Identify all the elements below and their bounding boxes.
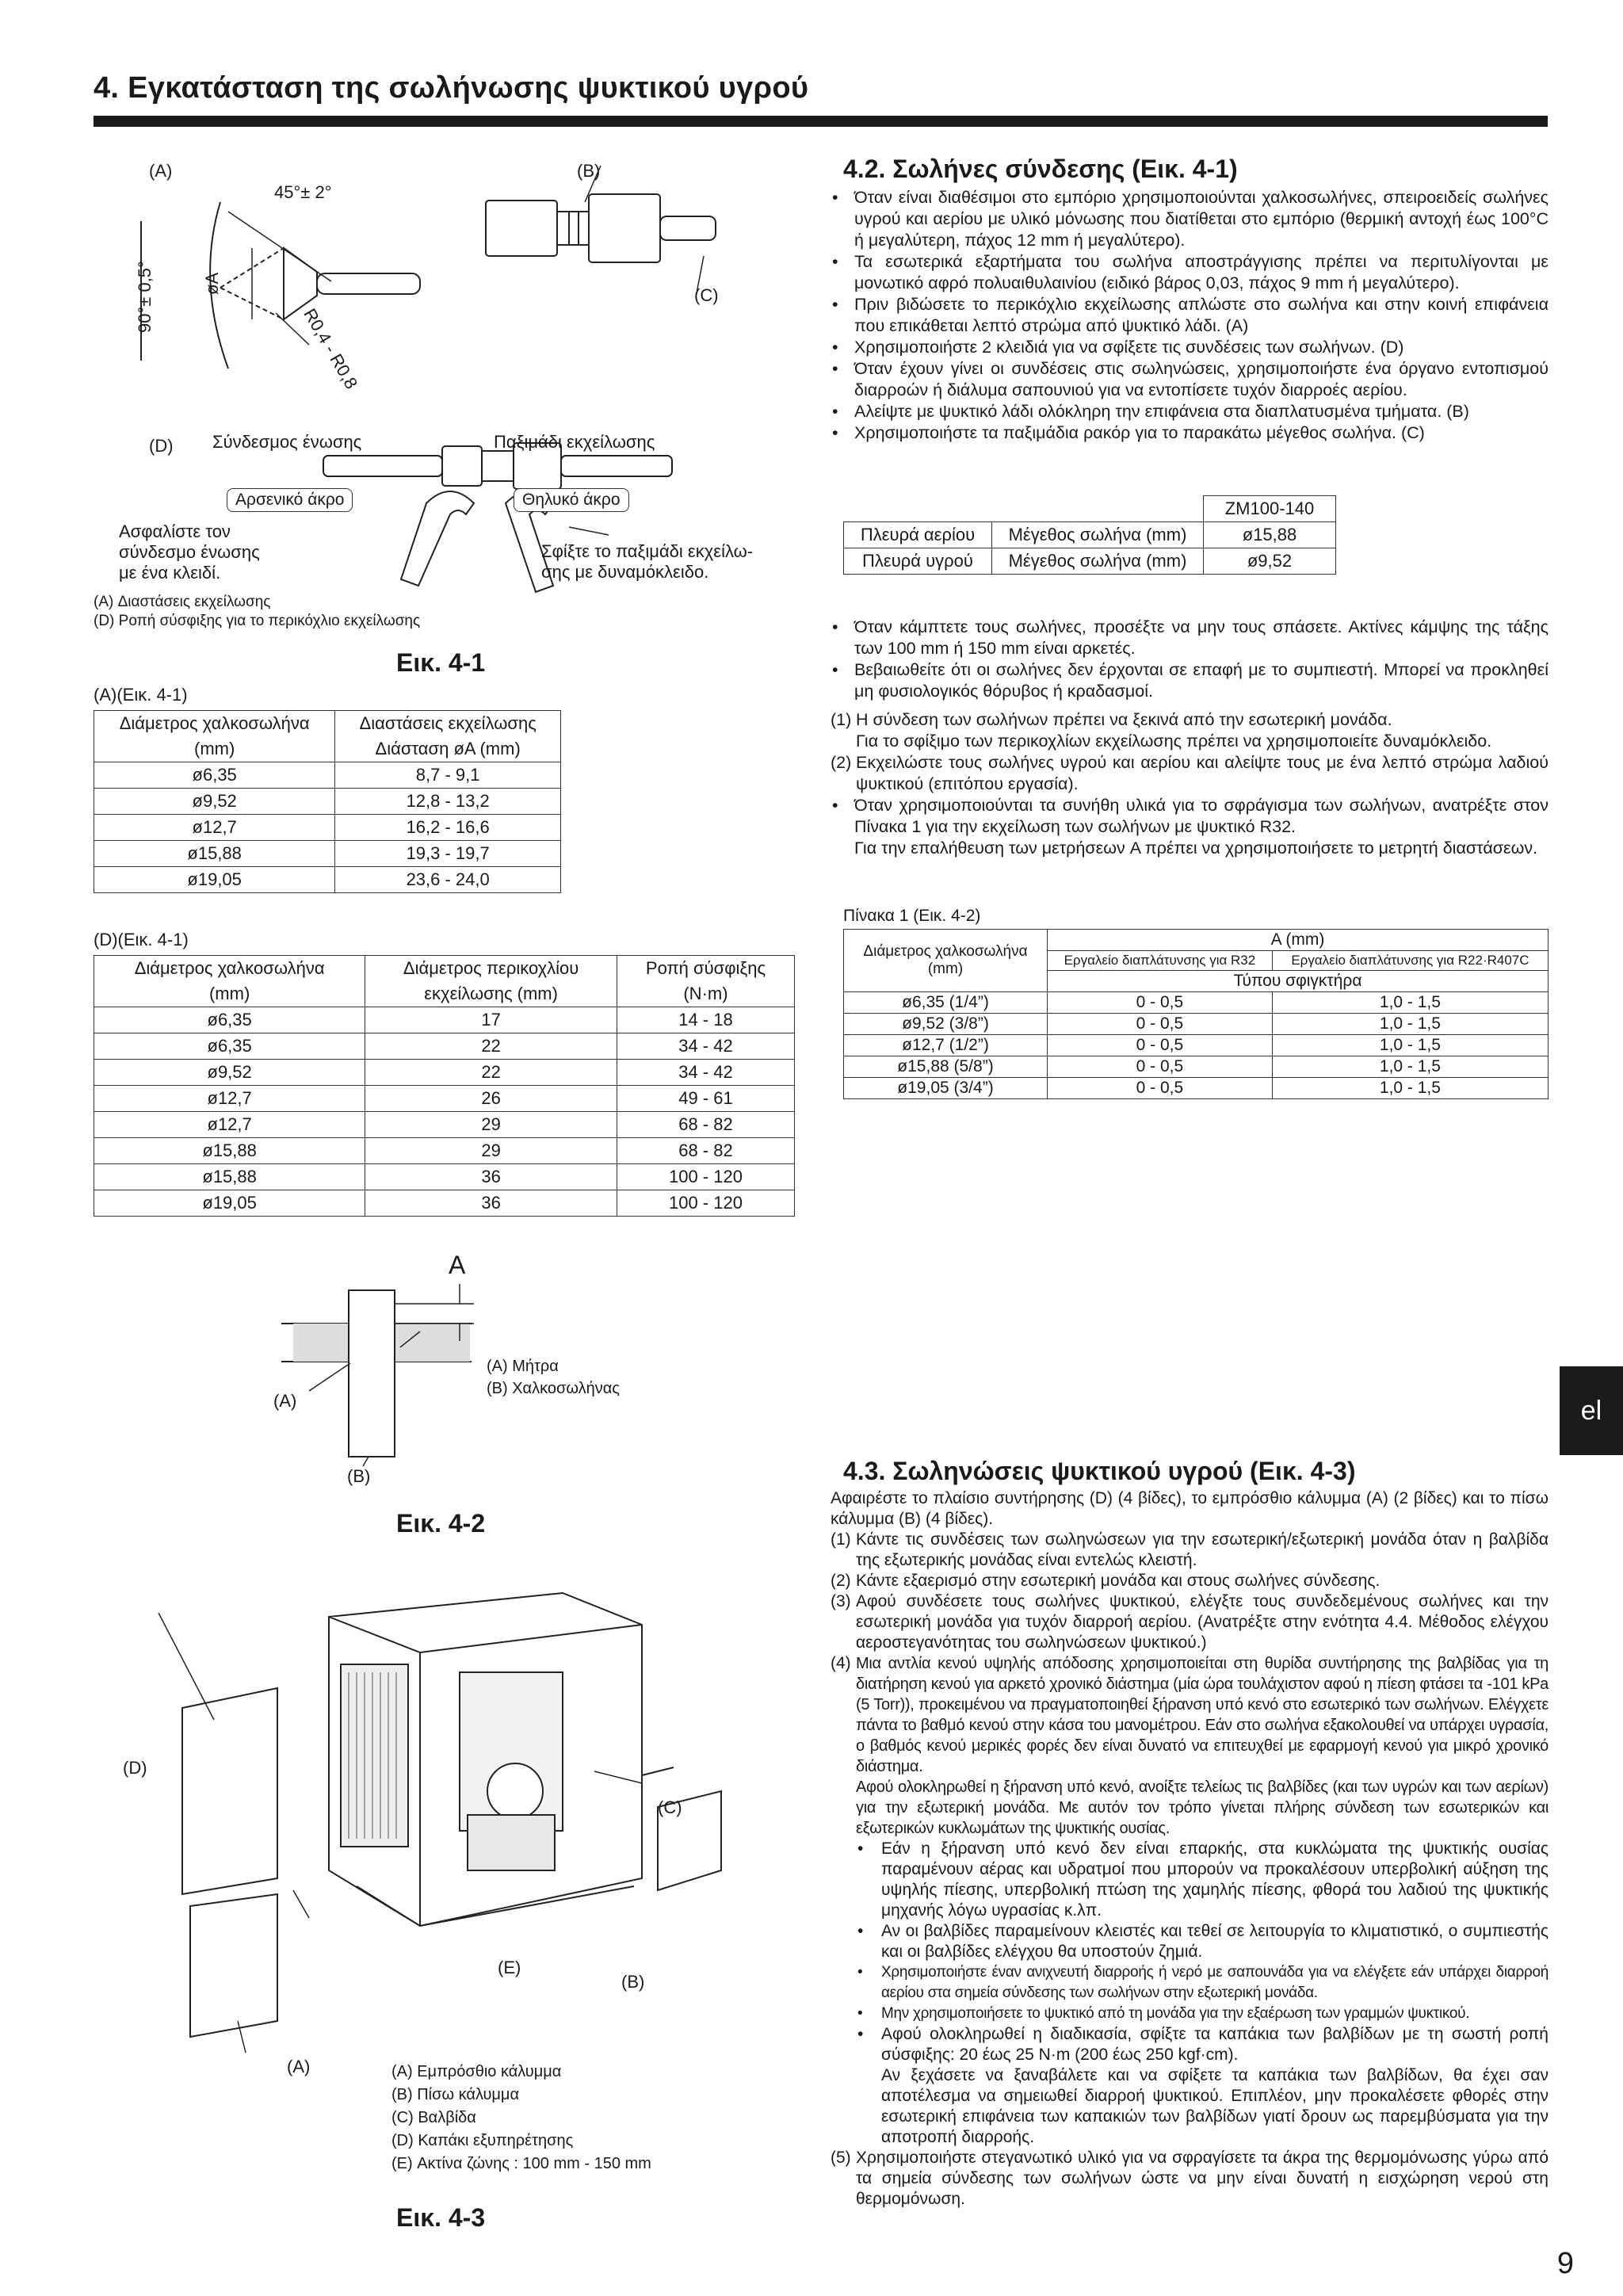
list-item: • Αν οι βαλβίδες παραμείνουν κλειστές και τεθεί σε λειτουργία το κλιματιστικό, ο συμπιεστής και οι βαλβίδες ελέγχου θα υποστούν ζημιά.: [856, 1921, 1549, 1962]
fig43-label-e: (E): [498, 1958, 521, 1977]
list-item: (2) Εκχειλώστε τους σωλήνες υγρού και αερίου και αλείψτε τους με ένα λεπτό στρώμα λαδιού ψυκτικού (επιτόπου εργασία).: [831, 753, 1549, 793]
fig41-angle90-label: 90°± 0,5°: [135, 261, 155, 333]
table-row: ø9,52 12,8 - 13,2: [94, 789, 561, 815]
section-4-3-steps: [831, 1530, 1549, 2210]
list-item: • Όταν είναι διαθέσιμοι στο εμπόριο χρησιμοποιούνται χαλκοσωλήνες, σπειροειδείς σωλήνες υγρού και αερίου με υλικό μόνωσης που διατίθεται στο εμπόριο (θερμική αντοχή έως 100°C ή μεγαλύτερη, πάχος 12 mm ή μεγαλύτερο).: [831, 187, 1549, 251]
list-item: • Όταν κάμπτετε τους σωλήνες, προσέξτε να μην τους σπάσετε. Ακτίνες κάμψης της τάξης των 100 mm ή 150 mm είναι αρκετές.: [831, 617, 1549, 659]
list-item: • Όταν χρησιμοποιούνται τα συνήθη υλικά για το σφράγισμα των σωλήνων, ανατρέξτε στον Πίνακα 1 για την εκχείλωση των σωλήνων με ψυκτικό R32. Για την επαλήθευση των μετρήσεων A πρέπει να χρησιμοποιήσετε το μετρητή διαστάσεων.: [831, 795, 1549, 859]
table-row: ø6,35 22 34 - 42: [94, 1033, 795, 1060]
pipe-size-table: [843, 495, 1336, 575]
table1-tool1: Εργαλείο διαπλάτυνσης για R32: [1048, 951, 1273, 971]
table-a-label: (A)(Εικ. 4-1): [94, 685, 188, 705]
section-4-2-title: 4.2. Σωλήνες σύνδεσης (Εικ. 4-1): [843, 155, 1238, 183]
table-row: ø12,7 29 68 - 82: [94, 1112, 795, 1138]
fig42-label-top: A: [449, 1251, 466, 1279]
fig41-label-b: (B): [577, 161, 601, 181]
tighten-note: Σφίξτε το παξιμάδι εκχείλω- σης με δυναμόκλειδο.: [541, 541, 754, 582]
r32-bullet: [831, 795, 1549, 859]
table-row: ø12,7 16,2 - 16,6: [94, 815, 561, 841]
list-item: • Χρησιμοποιήστε τα παξιμάδια ρακόρ για το παρακάτω μέγεθος σωλήνα. (C): [831, 422, 1549, 444]
table-a-header: Διαστάσεις εκχείλωσης: [335, 711, 561, 737]
table-row: ø19,05 23,6 - 24,0: [94, 867, 561, 893]
table-row: ø12,7 26 49 - 61: [94, 1086, 795, 1112]
list-item: • Τα εσωτερικά εξαρτήματα του σωλήνα αποστράγγισης πρέπει να περιτυλίγονται με μονωτικό αφρό πολυαιθυλαινίου (ειδικό βάρος 0,03, πάχος 9 mm ή μεγαλύτερο).: [831, 251, 1549, 294]
table-d-label: (D)(Εικ. 4-1): [94, 930, 189, 949]
die-diagram: [262, 1268, 499, 1474]
fig41-angle-label: 45°± 2°: [274, 182, 332, 202]
table-d-subheader: (mm): [94, 981, 365, 1007]
flare-tool-table: [843, 929, 1549, 1099]
header-rule: [94, 116, 1548, 127]
list-item: (3) Αφού συνδέσετε τους σωλήνες ψυκτικού, ελέγξτε τους συνδεδεμένους σωλήνες και την εσωτερική μονάδα για τυχόν διαρροή αερίου. (Ανατρέξτε στην ενότητα 4.4. Μέθοδος ελέγχου αεροστεγανότητας του σωληνώσεων ψυκτικού.): [831, 1592, 1549, 1652]
torque-table: [94, 955, 795, 1217]
fig42-caption: Εικ. 4-2: [396, 1509, 486, 1538]
fig41-phi-a-label: øA: [202, 272, 222, 295]
table1-tool2: Εργαλείο διαπλάτυνσης για R22·R407C: [1272, 951, 1548, 971]
table-row: ø19,05 (3/4”) 0 - 0,5 1,0 - 1,5: [844, 1078, 1549, 1099]
table-d-header: Διάμετρος χαλκοσωλήνα: [94, 956, 365, 982]
table-row: ø9,52 22 34 - 42: [94, 1060, 795, 1086]
fig41-radius-label: R0,4 - R0,8: [300, 305, 362, 392]
male-end-tag: Αρσενικό άκρο: [227, 488, 353, 512]
bending-bullets: [831, 617, 1549, 702]
fig41-legend: (A) Διαστάσεις εκχείλωσης (D) Ροπή σύσφιξης για το περικόχλιο εκχείλωσης: [94, 594, 421, 629]
list-item: • Βεβαιωθείτε ότι οι σωλήνες δεν έρχονται σε επαφή με το συμπιεστή. Μπορεί να προκληθεί μη φυσιολογικός θόρυβος ή κραδασμοί.: [831, 659, 1549, 702]
connection-steps: [831, 709, 1549, 795]
list-item: (2) Κάντε εξαερισμό στην εσωτερική μονάδα και στους σωλήνες σύνδεσης.: [831, 1572, 1381, 1590]
table-row: ø15,88 36 100 - 120: [94, 1164, 795, 1190]
table-row: Πλευρά υγρού Μέγεθος σωλήνα (mm) ø9,52: [844, 548, 1336, 575]
table-row: ø9,52 (3/8”) 0 - 0,5 1,0 - 1,5: [844, 1014, 1549, 1035]
table-d-subheader: εκχείλωσης (mm): [365, 981, 617, 1007]
table1-clamp: Τύπου σφιγκτήρα: [1048, 971, 1549, 992]
language-tab: el: [1560, 1366, 1623, 1455]
table-row: ø6,35 17 14 - 18: [94, 1007, 795, 1033]
list-item: (1) Η σύνδεση των σωλήνων πρέπει να ξεκινά από την εσωτερική μονάδα. Για το σφίξιμο των περικοχλίων εκχείλωσης πρέπει να χρησιμοποιείτε δυναμόκλειδο.: [831, 710, 1492, 751]
table-a-subheader: (mm): [94, 736, 335, 762]
table-row: ø6,35 8,7 - 9,1: [94, 762, 561, 789]
table1-col0-header: Διάμετρος χαλκοσωλήνα (mm): [844, 930, 1048, 992]
list-item: • Μην χρησιμοποιήσετε το ψυκτικό από τη μονάδα για την εξαέρωση των γραμμών ψυκτικού.: [856, 2004, 1549, 2024]
section-4-2-bullets: [831, 187, 1549, 444]
list-item: (1) Κάντε τις συνδέσεις των σωληνώσεων για την εσωτερική/εξωτερική μονάδα όταν η βαλβίδα της εξωτερικής μονάδας είναι εντελώς κλειστή.: [831, 1530, 1549, 1569]
page-number: 9: [1556, 2247, 1574, 2280]
table-row: ø15,88 19,3 - 19,7: [94, 841, 561, 867]
table-row: ø6,35 (1/4”) 0 - 0,5 1,0 - 1,5: [844, 992, 1549, 1014]
table-row: ø15,88 (5/8”) 0 - 0,5 1,0 - 1,5: [844, 1056, 1549, 1078]
female-end-tag: Θηλυκό άκρο: [514, 488, 629, 512]
table-a-subheader: Διάσταση øA (mm): [335, 736, 561, 762]
list-item: • Εάν η ξήρανση υπό κενό δεν είναι επαρκής, στα κυκλώματα της ψυκτικής ουσίας παραμένουν αέρας και υδρατμοί που μπορούν να προκαλέσουν υπερβολική αύξηση της υψηλής πίεσης, υπερβολική πτώση της χαμηλής πίεσης, φθορά του λαδιού της ψυκτικής μηχανής λόγω υγρασίας κ.λπ.: [856, 1839, 1549, 1921]
section-4-3-title: 4.3. Σωληνώσεις ψυκτικού υγρού (Εικ. 4-3): [843, 1457, 1356, 1485]
fig43-legend: (A) Εμπρόσθιο κάλυμμα (B) Πίσω κάλυμμα (C) Βαλβίδα (D) Καπάκι εξυπηρέτησης (E) Ακτίνα ζώνης : 100 mm - 150 mm: [391, 2063, 651, 2172]
list-item: • Όταν έχουν γίνει οι συνδέσεις στις σωληνώσεις, χρησιμοποιήστε ένα όργανο εντοπισμού διαρροών ή διάλυμα σαπουνιού για να εντοπίσετε τυχόν διαρροές αερίου.: [831, 358, 1549, 401]
secure-note: Ασφαλίστε τον σύνδεσμο ένωσης με ένα κλειδί.: [119, 521, 260, 583]
table-d-header: Ροπή σύσφιξης: [617, 956, 794, 982]
table-row: ø12,7 (1/2”) 0 - 0,5 1,0 - 1,5: [844, 1035, 1549, 1056]
fig42-label-a: (A): [273, 1391, 297, 1411]
flare-dimension-table: [94, 710, 561, 893]
table1-label: Πίνακα 1 (Εικ. 4-2): [843, 907, 981, 925]
fig43-caption: Εικ. 4-3: [396, 2203, 486, 2232]
fig41-label-c: (C): [694, 285, 719, 305]
page-title: 4. Εγκατάσταση της σωλήνωσης ψυκτικού υγρού: [94, 71, 809, 105]
list-item: (4) Μια αντλία κενού υψηλής απόδοσης χρησιμοποιείται στη θυρίδα συντήρησης της βαλβίδας για τη διατήρηση κενού για αρκετό χρονικό διάστημα (μία ώρα τουλάχιστον αφού η πίεση φτάσει τα -101 kPa (5 Torr)), προκειμένου να πραγματοποιηθεί ξήρανση υπό κενό στο εσωτερικό των σωλήνων. Ελέγχετε πάντα το βαθμό κενού στην κάσα του μανομέτρου. Εάν στο σωλήνα εξακολουθεί να υπάρχει υγρασία, ο βαθμός κενού μερικές φορές δεν είναι δυνατό να επιτευχθεί με εφαρμογή κενού για μικρό χρονικό διάστημα. Αφού ολοκληρωθεί η ξήρανση υπό κενό, ανοίξτε τελείως τις βαλβίδες (και των υγρών και των αερίων) για την εξωτερική μονάδα. Με αυτόν τον τρόπο γίνεται πλήρης σύνδεση των εσωτερικών και εξωτερικών κυκλωμάτων της ψυκτικής ουσίας. • Εάν η ξήρανση υπό κενό δεν είναι επαρκής, στα κυκλώματα της ψυκτικής ουσίας παραμένουν αέρας και υδρατμοί που μπορούν να προκαλέσουν υπερβολική αύξηση της υψηλής πίεσης, υπερβολική πτώση της χαμηλής πίεσης, φθορά του λαδιού της ψυκτικής μηχανής λόγω υγρασίας κ.λπ. • Αν οι βαλβίδες παραμείνουν κλειστές και τεθεί σε λειτουργία το κλιματιστικό, ο συμπιεστής και οι βαλβίδες ελέγχου θα υποστούν ζημιά. • Χρησιμοποιήστε έναν ανιχνευτή διαρροής ή νερό με σαπουνάδα για να ελέγξετε εάν υπάρχει διαρροή αερίου στα σημεία σύνδεσης των σωλήνων στην εξωτερική μονάδα. • Μην χρησιμοποιήσετε το ψυκτικό από τη μονάδα για την εξαέρωση των γραμμών ψυκτικού. • Αφού ολοκληρωθεί η διαδικασία, σφίξτε τα καπάκια των βαλβίδων με τη σωστή ροπή σύσφιξης: 20 έως 25 N·m (200 έως 250 kgf·cm). Αν ξεχάσετε να ξαναβάλετε και να σφίξετε τα καπάκια των βαλβίδων, θα έχει σαν αποτέλεσμα να σημειωθεί διαρροή ψυκτικού. Επιπλέον, μην προκαλέσετε φθορές στην εσωτερική επιφάνεια των καπακιών των βαλβίδων γιατί δρουν ως παρεμβύσματα για την αποτροπή διαρροής.: [831, 1653, 1549, 2148]
list-item: • Αλείψτε με ψυκτικό λάδι ολόκληρη την επιφάνεια στα διαπλατυσμένα τμήματα. (B): [831, 401, 1549, 422]
fig43-label-b: (B): [621, 1972, 645, 1992]
union-joint-label: Σύνδεσμος ένωσης: [212, 432, 362, 452]
fig43-drawing: [119, 1577, 753, 2069]
fig41-label-a: (A): [149, 161, 173, 181]
table-d-header: Διάμετρος περικοχλίου: [365, 956, 617, 982]
table1-top-header: A (mm): [1048, 930, 1549, 951]
list-item: (5) Χρησιμοποιήστε στεγανωτικό υλικό για να σφραγίσετε τα άκρα της θερμομόνωσης γύρω από τα σημεία σύνδεσης των σωλήνων ώστε να μην είναι δυνατή η εισχώρηση νερού στη θερμομόνωση.: [831, 2149, 1549, 2208]
vacuum-notes: [856, 1839, 1549, 2148]
fig42-label-b: (B): [347, 1466, 371, 1486]
list-item: • Χρησιμοποιήστε 2 κλειδιά για να σφίξετε τις συνδέσεις των σωλήνων. (D): [831, 337, 1549, 358]
list-item: • Αφού ολοκληρωθεί η διαδικασία, σφίξτε τα καπάκια των βαλβίδων με τη σωστή ροπή σύσφιξης: 20 έως 25 N·m (200 έως 250 kgf·cm). Αν ξεχάσετε να ξαναβάλετε και να σφίξετε τα καπάκια των βαλβίδων, θα έχει σαν αποτέλεσμα να σημειωθεί διαρροή ψυκτικού. Επιπλέον, μην προκαλέσετε φθορές στην εσωτερική επιφάνεια των καπακιών των βαλβίδων γιατί δρουν ως παρεμβύσματα για την αποτροπή διαρροής.: [856, 2024, 1549, 2148]
fig42-legend: (A) Μήτρα (B) Χαλκοσωλήνας: [487, 1358, 620, 1397]
table-a-header: Διάμετρος χαλκοσωλήνα: [94, 711, 335, 737]
outdoor-unit-diagram: [119, 1577, 753, 2069]
fig43-label-a: (A): [287, 2057, 311, 2076]
table-row: ø15,88 29 68 - 82: [94, 1138, 795, 1164]
list-item: • Πριν βιδώσετε το περικόχλιο εκχείλωσης απλώστε στο σωλήνα και στην κοινή επιφάνεια που επικάθεται λεπτό στρώμα από ψυκτικό λάδι. (A): [831, 294, 1549, 337]
table-row: Πλευρά αερίου Μέγεθος σωλήνα (mm) ø15,88: [844, 522, 1336, 548]
list-item: • Χρησιμοποιήστε έναν ανιχνευτή διαρροής ή νερό με σαπουνάδα για να ελέγξετε εάν υπάρχει διαρροή αερίου στα σημεία σύνδεσης των σωλήνων στην εξωτερική μονάδα.: [856, 1962, 1549, 2004]
fig43-label-d: (D): [123, 1758, 147, 1778]
flare-nut-label: Παξιμάδι εκχείλωσης: [494, 432, 655, 452]
fig42-drawing: [262, 1268, 499, 1474]
fig41-caption: Εικ. 4-1: [396, 648, 486, 677]
table-row: ø19,05 36 100 - 120: [94, 1190, 795, 1217]
section-4-3-intro: Αφαιρέστε το πλαίσιο συντήρησης (D) (4 βίδες), το εμπρόσθιο κάλυμμα (A) (2 βίδες) και το πίσω κάλυμμα (B) (4 βίδες).: [831, 1489, 1549, 1528]
fig43-label-c: (C): [658, 1797, 682, 1817]
fig41-label-d: (D): [149, 436, 174, 456]
model-header: ZM100-140: [1204, 496, 1336, 522]
table-d-subheader: (N·m): [617, 981, 794, 1007]
